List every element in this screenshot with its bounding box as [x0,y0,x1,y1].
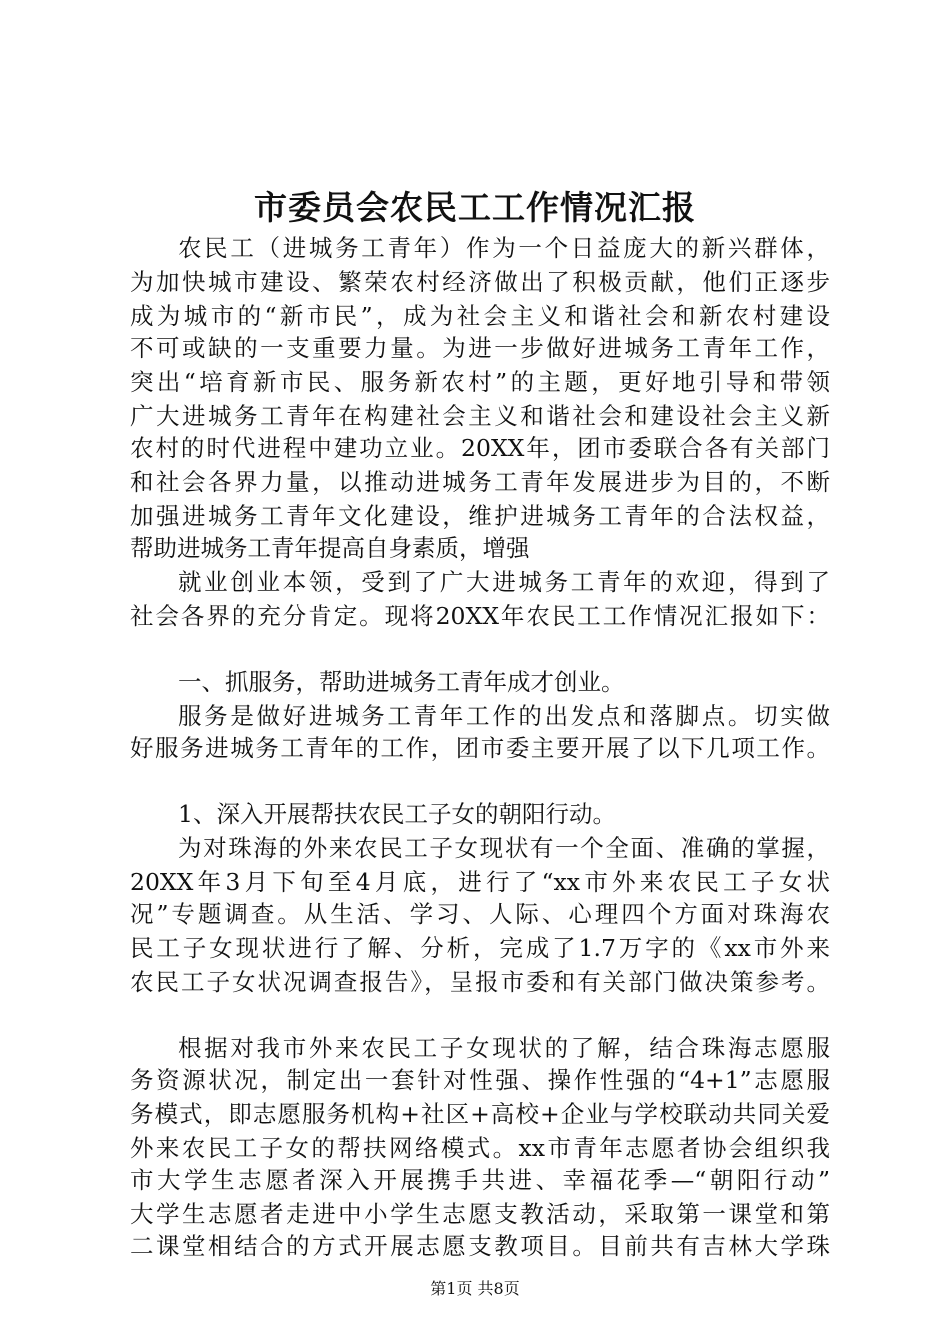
paragraph-line: 成为城市的“新市民”，成为社会主义和谐社会和新农村建设 [130,302,830,330]
paragraph-line: 农民工（进城务工青年）作为一个日益庞大的新兴群体， [178,234,830,262]
paragraph-line: 农村的时代进程中建功立业。20XX年，团市委联合各有关部门 [130,434,830,462]
paragraph-line: 为对珠海的外来农民工子女现状有一个全面、准确的掌握， [178,834,830,862]
paragraph-line: 务模式，即志愿服务机构+社区+高校+企业与学校联动共同关爱 [130,1100,830,1128]
paragraph-line: 不可或缺的一支重要力量。为进一步做好进城务工青年工作， [130,334,830,362]
paragraph-line: 市大学生志愿者深入开展携手共进、幸福花季—“朝阳行动” [130,1166,830,1194]
paragraph-line: 二课堂相结合的方式开展志愿支教项目。目前共有吉林大学珠 [130,1232,830,1260]
section-heading: 一、抓服务，帮助进城务工青年成才创业。 [178,668,625,696]
paragraph-line: 大学生志愿者走进中小学生志愿支教活动，采取第一课堂和第 [130,1200,830,1228]
document-title: 市委员会农民工工作情况汇报 [254,188,696,227]
paragraph-line: 加强进城务工青年文化建设，维护进城务工青年的合法权益， [130,502,830,530]
paragraph-line: 况”专题调查。从生活、学习、人际、心理四个方面对珠海农 [130,900,830,928]
paragraph-line: 帮助进城务工青年提高自身素质，增强 [130,534,530,562]
subsection-heading: 1、深入开展帮扶农民工子女的朝阳行动。 [178,800,616,828]
paragraph-line: 和社会各界力量，以推动进城务工青年发展进步为目的，不断 [130,468,830,496]
paragraph-line: 服务是做好进城务工青年工作的出发点和落脚点。切实做 [178,702,830,730]
paragraph-line: 民工子女现状进行了解、分析，完成了1.7万字的《xx市外来 [130,934,830,962]
paragraph-line: 外来农民工子女的帮扶网络模式。xx市青年志愿者协会组织我 [130,1134,830,1162]
paragraph-line: 突出“培育新市民、服务新农村”的主题，更好地引导和带领 [130,368,830,396]
paragraph-line: 就业创业本领，受到了广大进城务工青年的欢迎，得到了 [178,568,830,596]
paragraph-line: 好服务进城务工青年的工作，团市委主要开展了以下几项工作。 [130,734,830,762]
page-number-footer: 第1页 共8页 [430,1279,520,1298]
paragraph-line: 广大进城务工青年在构建社会主义和谐社会和建设社会主义新 [130,402,830,430]
paragraph-line: 务资源状况，制定出一套针对性强、操作性强的“4+1”志愿服 [130,1066,830,1094]
paragraph-line: 社会各界的充分肯定。现将20XX年农民工工作情况汇报如下： [130,602,830,630]
paragraph-line: 20XX年3月下旬至4月底，进行了“xx市外来农民工子女状 [130,868,830,896]
paragraph-line: 农民工子女状况调查报告》，呈报市委和有关部门做决策参考。 [130,968,830,996]
paragraph-line: 为加快城市建设、繁荣农村经济做出了积极贡献，他们正逐步 [130,268,830,296]
paragraph-line: 根据对我市外来农民工子女现状的了解，结合珠海志愿服 [178,1034,830,1062]
